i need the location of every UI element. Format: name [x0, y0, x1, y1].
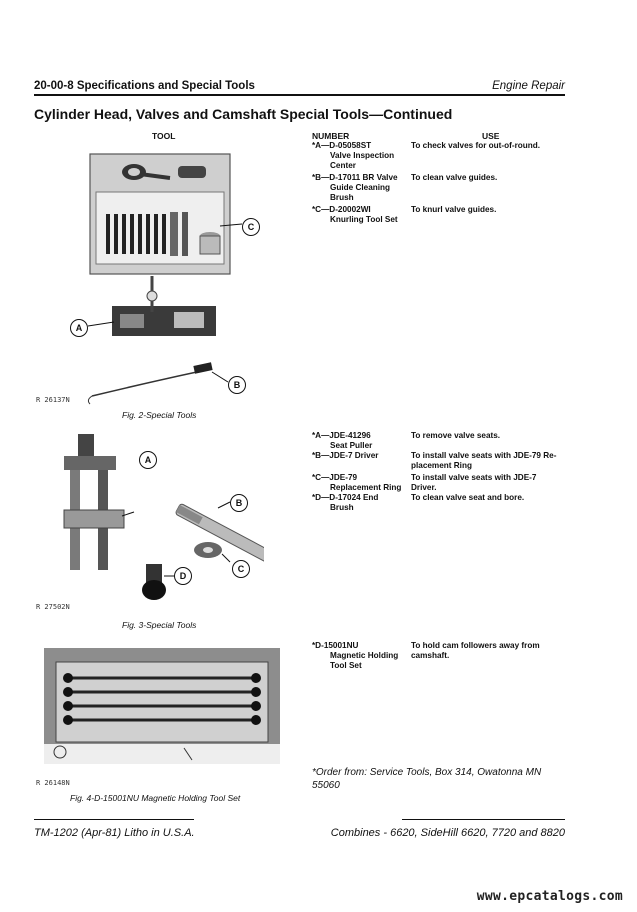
fig2-entry-b-use: To clean valve guides. — [411, 173, 498, 182]
callout-c: C — [242, 218, 260, 236]
footer-manual-id: TM-1202 (Apr-81) Litho in U.S.A. — [34, 827, 195, 839]
section-title: Cylinder Head, Valves and Camshaft Special Tools—Continued — [34, 106, 453, 122]
callout-a: A — [139, 451, 157, 469]
fig3-entry-b-use — [411, 451, 556, 471]
column-header-number: NUMBER — [312, 131, 350, 141]
fig3-caption: Fig. 3-Special Tools — [122, 620, 197, 630]
callout-b: B — [230, 494, 248, 512]
header-rule — [34, 94, 565, 96]
part-name: Valve Inspection — [330, 151, 395, 160]
part-name: Tool Set — [330, 661, 362, 670]
part-number: *A—JDE-41296 — [312, 431, 371, 440]
fig2-photo-tag: R 26137N — [36, 396, 70, 404]
part-number: *C—JDE-79 — [312, 473, 358, 482]
part-number: *B—D-17011 BR Valve — [312, 173, 398, 182]
part-number: *C—D-20002WI — [312, 205, 371, 214]
use-line: placement Ring — [411, 461, 472, 470]
fig2-entry-a-use: To check valves for out-of-round. — [411, 141, 541, 150]
part-name: Seat Puller — [330, 441, 373, 450]
part-name: Center — [330, 161, 356, 170]
fig2-photo — [70, 146, 270, 412]
use-line: Driver. — [411, 483, 437, 492]
page-section-header: 20-00-8 Specifications and Special Tools — [34, 80, 255, 92]
fig2-entry-a-number — [312, 141, 394, 171]
part-name: Guide Cleaning — [330, 183, 391, 192]
fig2-entry-c-number — [312, 205, 398, 225]
callout-b: B — [228, 376, 246, 394]
manual-chapter-name: Engine Repair — [492, 80, 565, 92]
footer-rule-right — [402, 819, 565, 820]
fig2-entry-c-use: To knurl valve guides. — [411, 205, 497, 214]
fig3-entry-a-number — [312, 431, 372, 451]
fig3-entry-d-use: To clean valve seat and bore. — [411, 493, 525, 502]
fig3-entry-a-use: To remove valve seats. — [411, 431, 501, 440]
fig2-entry-b-number — [312, 173, 398, 203]
callout-c: C — [232, 560, 250, 578]
part-name: Brush — [330, 503, 354, 512]
part-name: Brush — [330, 193, 354, 202]
column-header-use: USE — [482, 131, 500, 141]
fig3-entry-d-number — [312, 493, 378, 513]
part-name: Magnetic Holding — [330, 651, 399, 660]
watermark-url[interactable]: www.epcatalogs.com — [476, 889, 623, 904]
column-header-tool: TOOL — [152, 131, 176, 141]
footer-rule-left — [34, 819, 194, 820]
use-line: To install valve seats with JDE-79 Re- — [411, 451, 557, 460]
fig3-entry-c-number — [312, 473, 401, 493]
part-number: *B—JDE-7 Driver — [312, 451, 379, 460]
fig4-caption: Fig. 4-D-15001NU Magnetic Holding Tool Set — [70, 793, 241, 803]
part-number: *D—D-17024 End — [312, 493, 379, 502]
fig4-photo-tag: R 26148N — [36, 779, 70, 787]
part-number: *D-15001NU — [312, 641, 359, 650]
use-line: To hold cam followers away from — [411, 641, 540, 650]
fig4-entry-number — [312, 641, 398, 671]
use-line: camshaft. — [411, 651, 450, 660]
fig4-entry-use — [411, 641, 540, 661]
part-number: *A—D-05058ST — [312, 141, 372, 150]
part-name: Knurling Tool Set — [330, 215, 398, 224]
order-note-line: *Order from: Service Tools, Box 314, Owatonna MN — [312, 767, 542, 778]
fig2-caption: Fig. 2-Special Tools — [122, 410, 197, 420]
fig4-photo — [44, 648, 280, 764]
fig3-entry-b-number — [312, 451, 378, 461]
callout-d: D — [174, 567, 192, 585]
callout-a: A — [70, 319, 88, 337]
order-note — [312, 766, 572, 792]
footer-models: Combines - 6620, SideHill 6620, 7720 and 8820 — [330, 827, 565, 839]
fig3-entry-c-use — [411, 473, 536, 493]
order-note-line: 55060 — [312, 780, 340, 791]
part-name: Replacement Ring — [330, 483, 402, 492]
use-line: To install valve seats with JDE-7 — [411, 473, 537, 482]
fig3-photo-tag: R 27502N — [36, 603, 70, 611]
